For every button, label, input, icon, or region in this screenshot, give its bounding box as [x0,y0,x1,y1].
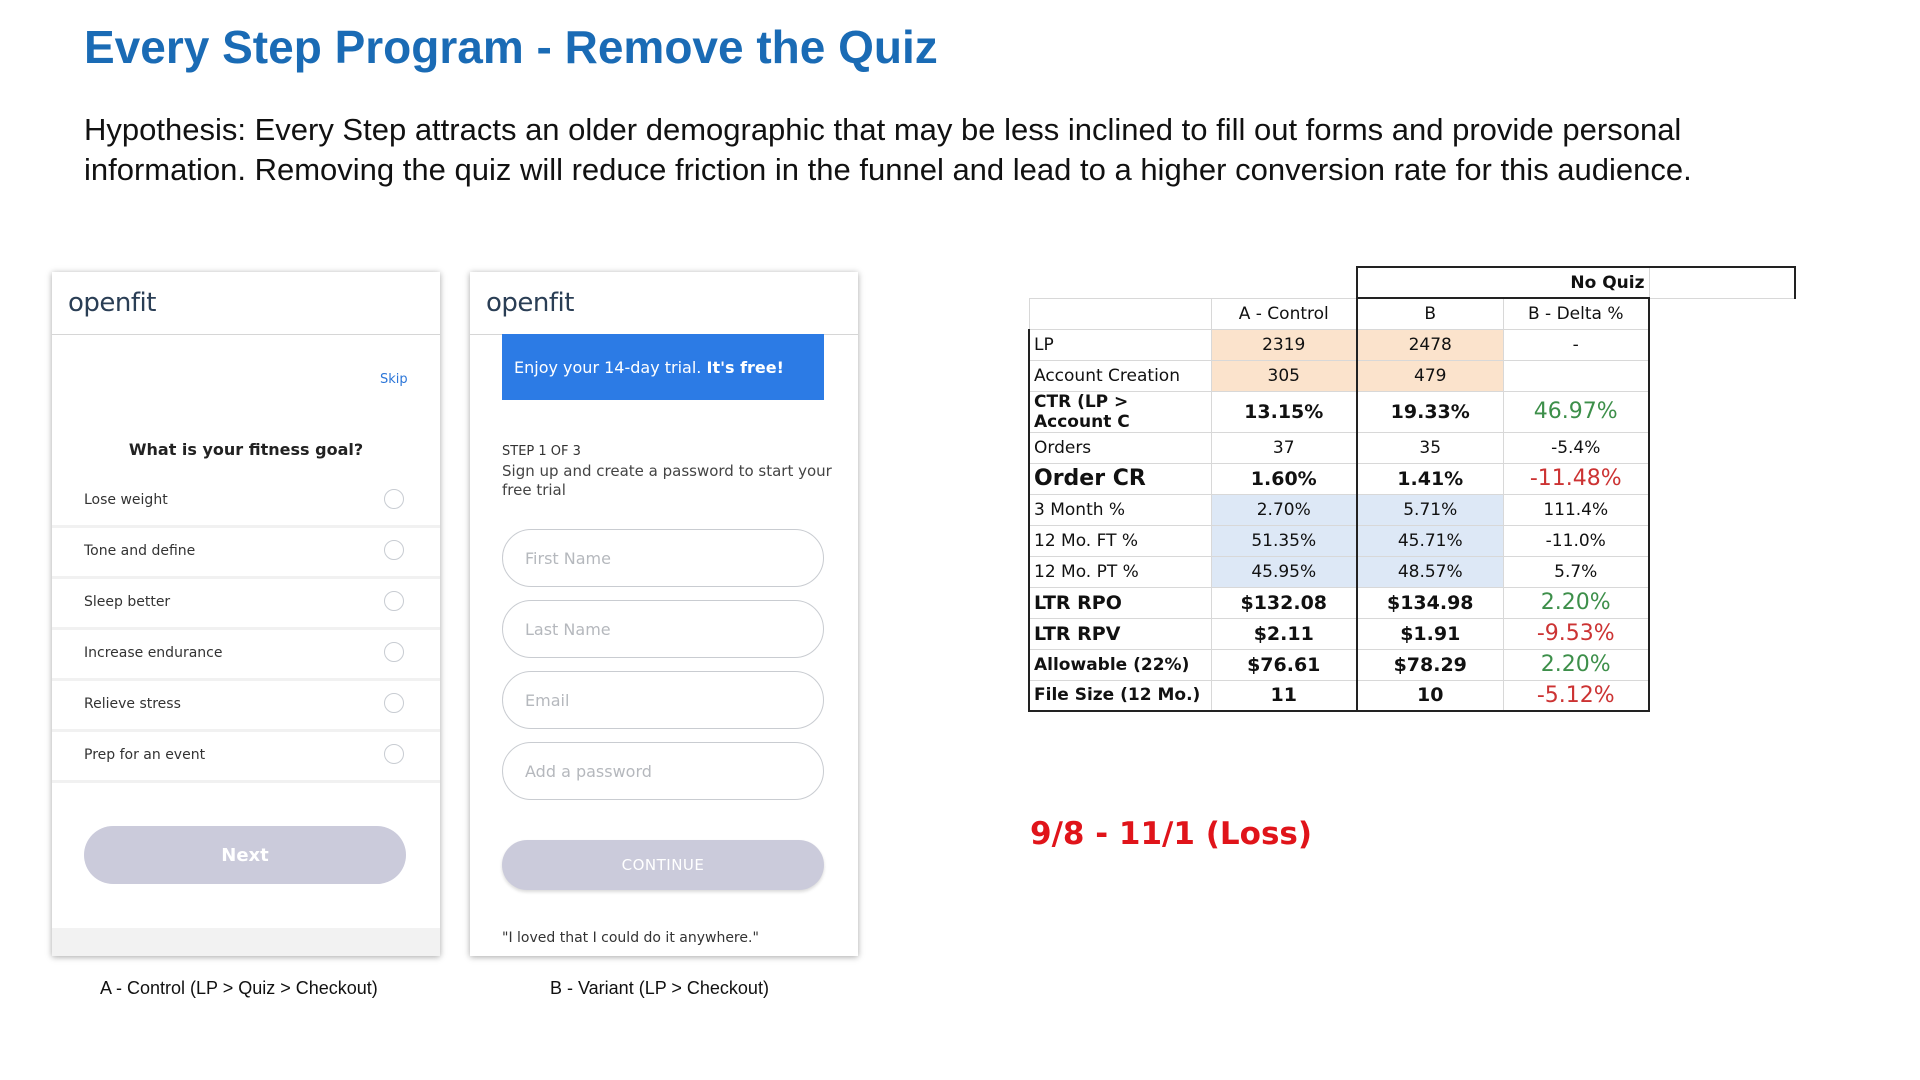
goal-options [52,477,440,783]
delta-value: - [1503,329,1649,360]
empty-cell [1211,267,1357,298]
control-caption: A - Control (LP > Quiz > Checkout) [100,978,378,998]
goal-label: Prep for an event [84,747,206,763]
radio-button[interactable] [384,744,404,764]
slide-title: Every Step Program - Remove the Quiz [84,21,938,73]
testimonial-quote: "I loved that I could do it anywhere." [502,930,759,946]
trial-banner-bold: It's free! [706,358,784,377]
group-header: No Quiz [1570,272,1645,293]
control-value: 2.70% [1211,494,1357,525]
results-table [1028,266,1796,712]
row-label: Allowable (22%) [1029,649,1211,680]
goal-label: Sleep better [84,594,171,610]
control-value: 13.15% [1211,391,1357,432]
table-row [1029,463,1795,494]
control-value: 305 [1211,360,1357,391]
table-row [1029,329,1795,360]
goal-label: Lose weight [84,492,168,508]
skip-link[interactable]: Skip [380,372,408,387]
continue-button[interactable]: CONTINUE [502,840,824,890]
variant-value: 2478 [1357,329,1503,360]
control-value: 37 [1211,432,1357,463]
goal-label: Increase endurance [84,645,223,661]
table-row [1029,360,1795,391]
goal-option-tone-and-define[interactable] [52,528,440,579]
row-label: LTR RPV [1029,618,1211,649]
step-description: Sign up and create a password to start your free trial [502,462,832,499]
openfit-logo: openfit [486,288,574,318]
test-result-note: 9/8 - 11/1 (Loss) [1030,816,1313,852]
goal-option-increase-endurance[interactable] [52,630,440,681]
password-field[interactable] [502,742,824,800]
goal-option-lose-weight[interactable] [52,477,440,528]
row-label: LP [1029,329,1211,360]
delta-value: 46.97% [1503,391,1649,432]
control-value: 2319 [1211,329,1357,360]
delta-value: 2.20% [1503,587,1649,618]
control-mockup [52,272,440,956]
control-value: $132.08 [1211,587,1357,618]
empty-cell [1029,298,1211,329]
quiz-question: What is your fitness goal? [128,440,364,459]
row-label: Order CR [1029,463,1211,494]
email-field[interactable] [502,671,824,729]
radio-button[interactable] [384,591,404,611]
variant-value: 35 [1357,432,1503,463]
goal-option-prep-for-event[interactable] [52,732,440,783]
column-header-row [1029,298,1795,329]
column-header: B - Delta % [1503,298,1649,329]
trial-banner [502,334,824,400]
empty-cell [1029,267,1211,298]
radio-button[interactable] [384,693,404,713]
row-label: Orders [1029,432,1211,463]
variant-value: 479 [1357,360,1503,391]
delta-value: 2.20% [1503,649,1649,680]
table-row [1029,494,1795,525]
delta-value: -11.48% [1503,463,1649,494]
goal-label: Tone and define [84,543,196,559]
radio-button[interactable] [384,642,404,662]
control-value: $2.11 [1211,618,1357,649]
table-row [1029,649,1795,680]
goal-option-sleep-better[interactable] [52,579,440,630]
row-label: File Size (12 Mo.) [1029,680,1211,711]
radio-button[interactable] [384,540,404,560]
radio-button[interactable] [384,489,404,509]
table-row [1029,525,1795,556]
goal-label: Relieve stress [84,696,181,712]
variant-value: 5.71% [1357,494,1503,525]
first-name-field[interactable] [502,529,824,587]
control-value: 11 [1211,680,1357,711]
variant-value: 45.71% [1357,525,1503,556]
step-indicator: STEP 1 OF 3 [502,444,581,459]
empty-cell [1649,267,1795,298]
table-row [1029,432,1795,463]
variant-value: 1.41% [1357,463,1503,494]
control-value: $76.61 [1211,649,1357,680]
delta-value: 5.7% [1503,556,1649,587]
group-header-cell [1357,267,1649,298]
openfit-logo: openfit [68,288,156,318]
next-button[interactable]: Next [84,826,406,884]
delta-value: 111.4% [1503,494,1649,525]
column-header: B [1357,298,1503,329]
variant-caption: B - Variant (LP > Checkout) [550,978,769,998]
group-header-row [1029,267,1795,298]
table-row [1029,391,1795,432]
variant-value: 10 [1357,680,1503,711]
row-label: 3 Month % [1029,494,1211,525]
variant-value: 19.33% [1357,391,1503,432]
row-label: LTR RPO [1029,587,1211,618]
control-value: 51.35% [1211,525,1357,556]
variant-value: $78.29 [1357,649,1503,680]
delta-value: -5.12% [1503,680,1649,711]
trial-banner-text: Enjoy your 14-day trial. [514,358,702,377]
row-label: Account Creation [1029,360,1211,391]
row-label: 12 Mo. FT % [1029,525,1211,556]
delta-value: -5.4% [1503,432,1649,463]
row-label: CTR (LP > Account C [1029,391,1211,432]
table-row [1029,587,1795,618]
table-row [1029,680,1795,711]
delta-value: -11.0% [1503,525,1649,556]
control-value: 1.60% [1211,463,1357,494]
variant-mockup [470,272,858,956]
goal-option-relieve-stress[interactable] [52,681,440,732]
delta-value [1503,360,1649,391]
last-name-field[interactable] [502,600,824,658]
variant-value: $1.91 [1357,618,1503,649]
table-row [1029,556,1795,587]
header-divider [52,334,440,335]
variant-value: 48.57% [1357,556,1503,587]
variant-value: $134.98 [1357,587,1503,618]
column-header: A - Control [1211,298,1357,329]
control-value: 45.95% [1211,556,1357,587]
table-row [1029,618,1795,649]
delta-value: -9.53% [1503,618,1649,649]
phone-footer [52,928,440,956]
row-label: 12 Mo. PT % [1029,556,1211,587]
hypothesis-text: Hypothesis: Every Step attracts an older demographic that may be less inclined to fill out forms and provide personal information. Removing the quiz will reduce friction in the funnel and lead to a higher conversion rate for this audience. [84,112,1692,187]
